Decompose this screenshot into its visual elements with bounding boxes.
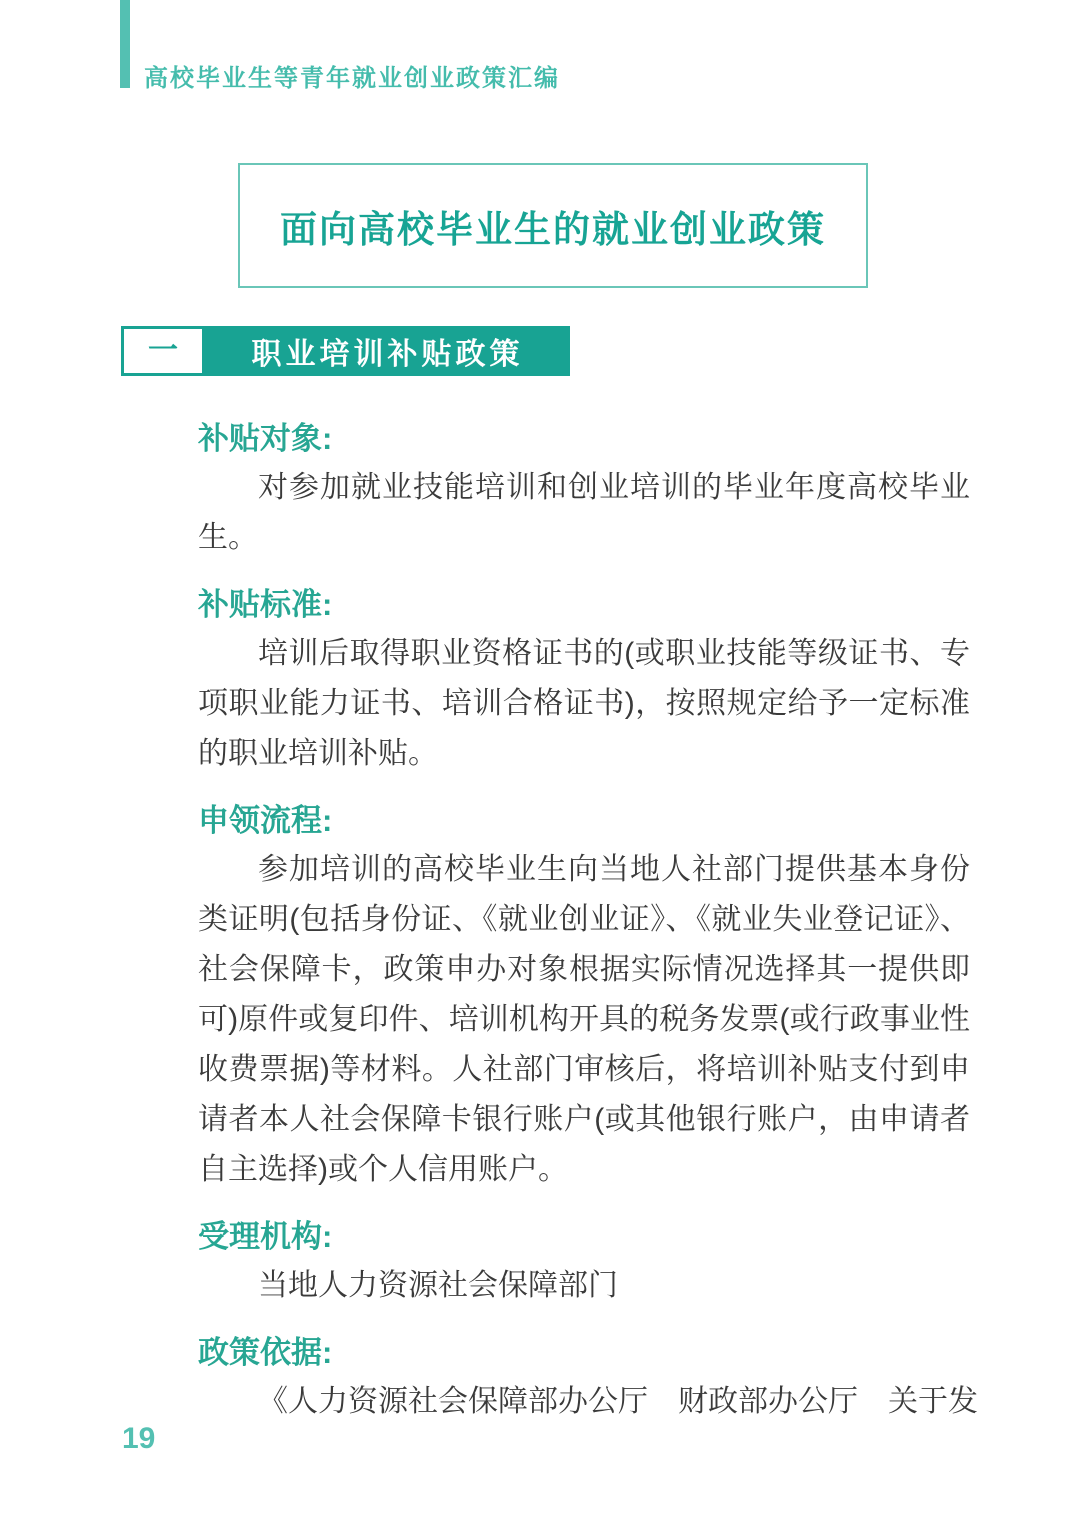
section-body: 培训后取得职业资格证书的(或职业技能等级证书、专项职业能力证书、培训合格证书)，按照规定给予一定标准的职业培训补贴。 [198, 637, 970, 770]
section-heading: 受理机构: [198, 1219, 333, 1254]
accent-bar [120, 0, 130, 88]
section-heading: 申领流程: [198, 803, 333, 838]
section-body: 《人力资源社会保障部办公厅 财政部办公厅 关于发 [258, 1385, 978, 1418]
section-accepting-agency [198, 1213, 970, 1311]
content [198, 415, 978, 1427]
page-number: 19 [122, 1422, 156, 1455]
section-body: 当地人力资源社会保障部门 [258, 1269, 618, 1302]
section-application-process [198, 797, 970, 1195]
section-number: 一 [148, 334, 178, 367]
title-box [238, 163, 868, 288]
page-title: 面向高校毕业生的就业创业政策 [280, 208, 826, 250]
section-body: 对参加就业技能培训和创业培训的毕业年度高校毕业生。 [198, 471, 970, 554]
section-number-box [121, 326, 205, 376]
section-header [121, 326, 570, 376]
section-heading: 补贴标准: [198, 587, 333, 622]
section-title-bar [205, 326, 570, 376]
section-subsidy-standard [198, 581, 970, 779]
section-subsidy-target [198, 415, 970, 563]
section-title: 职业培训补贴政策 [251, 338, 524, 371]
section-heading: 政策依据: [198, 1335, 333, 1370]
section-heading: 补贴对象: [198, 421, 333, 456]
section-policy-basis [198, 1329, 978, 1427]
booklet-title: 高校毕业生等青年就业创业政策汇编 [144, 65, 560, 92]
section-body: 参加培训的高校毕业生向当地人社部门提供基本身份类证明(包括身份证、《就业创业证》、《就业失业登记证》、社会保障卡，政策申办对象根据实际情况选择其一提供即可)原件或复印件、培训机构开具的税务发票(或行政事业性收费票据)等材料。人社部门审核后，将培训补贴支付到申请者本人社会保障卡银行账户(或其他银行账户，由申请者自主选择)或个人信用账户。 [198, 853, 970, 1186]
